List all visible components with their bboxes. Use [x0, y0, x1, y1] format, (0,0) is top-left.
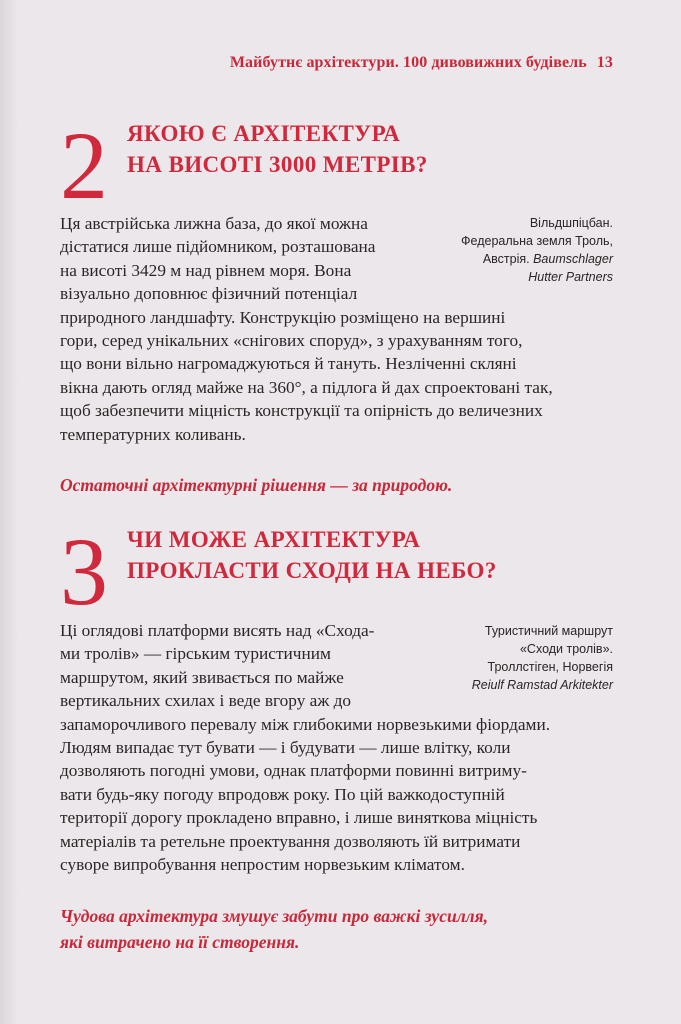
caption-line: Федеральна земля Троль, [461, 234, 613, 248]
section-title-line: ПРОКЛАСТИ СХОДИ НА НЕБО? [127, 558, 497, 583]
body-line: Людям випадає тут бувати — і будувати — лише влітку, коли [60, 738, 511, 758]
caption-architect: Baumschlager [533, 252, 613, 266]
caption-line: Туристичний маршрут [484, 624, 613, 638]
conclusion-line: Остаточні архітектурні рішення — за природою. [60, 475, 453, 495]
body-line: природного ландшафту. Конструкцію розміщено на вершині [60, 307, 506, 327]
caption-line: Вільдшпіцбан. [529, 216, 613, 230]
body-line: дозволяють погодні умови, однак платформи повинні витриму- [60, 761, 527, 781]
body-line: матеріалів та ретельне проектування дозволяють їй витримати [60, 831, 521, 851]
body-text-2 [60, 212, 553, 446]
section-title-line: ЯКОЮ Є АРХІТЕКТУРА [127, 121, 401, 146]
page-edge-shadow [0, 0, 18, 1024]
body-text-3 [60, 619, 550, 876]
caption-line: «Сходи тролів». [519, 642, 613, 656]
body-line: Ці оглядові платформи висять над «Схода- [60, 621, 375, 640]
section-title-line: ЧИ МОЖЕ АРХІТЕКТУРА [127, 527, 421, 552]
section-title-line: НА ВИСОТІ 3000 МЕТРІВ? [127, 152, 428, 177]
body-line: вати будь-яку погоду впродовж року. По цій важкодоступній [60, 784, 505, 804]
body-line: маршрутом, який звивається по майже [60, 667, 344, 687]
conclusion-line: Чудова архітектура змушує забути про важкі зусилля, [60, 906, 489, 926]
section-number-3: 3 [60, 518, 108, 625]
body-line: щоб забезпечити міцність конструкції та опірність до величезних [60, 401, 543, 421]
body-line: вертикальних схилах і веде вгору аж до [60, 691, 352, 711]
body-line: дістатися лише підйомником, розташована [60, 237, 376, 257]
body-line: що вони вільно нагромаджуються й тануть. Незліченні скляні [60, 354, 517, 374]
section-title-2 [127, 118, 428, 180]
running-header [230, 54, 613, 72]
section-number-2: 2 [60, 112, 108, 219]
body-line: гори, серед унікальних «снігових споруд», з урахуванням того, [60, 331, 523, 351]
conclusion-line: які витрачено на її створення. [60, 932, 300, 952]
body-line: вікна дають огляд майже на 360°, а підлога й дах спроектовані так, [60, 377, 553, 397]
section-title-3 [127, 524, 497, 586]
caption-country: Австрія. [482, 252, 534, 266]
caption-line: Hutter Partners [528, 270, 613, 284]
body-line: суворе випробування непростим норвезьким кліматом. [60, 855, 465, 875]
conclusion-3 [60, 903, 488, 955]
book-title: Майбутнє архітектури. 100 дивовижних будівель [229, 54, 587, 71]
body-line: на висоті 3429 м над рівнем моря. Вона [60, 260, 352, 280]
body-line: візуально доповнює фізичний потенціал [60, 284, 358, 304]
caption-line: Троллстіген, Норвегія [487, 660, 613, 674]
caption-line: Reiulf Ramstad Arkitekter [471, 678, 613, 692]
body-line: запаморочливого перевалу між глибокими норвезькими фіордами. [60, 714, 551, 734]
body-line: ми тролів» — гірським туристичним [60, 644, 331, 664]
conclusion-2 [60, 472, 452, 498]
body-line: Ця австрійська лижна база, до якої можна [60, 214, 368, 233]
body-line: температурних коливань. [60, 424, 246, 444]
body-line: території дорогу прокладено вправно, і лише виняткова міцність [60, 808, 538, 828]
page-number: 13 [596, 54, 613, 71]
